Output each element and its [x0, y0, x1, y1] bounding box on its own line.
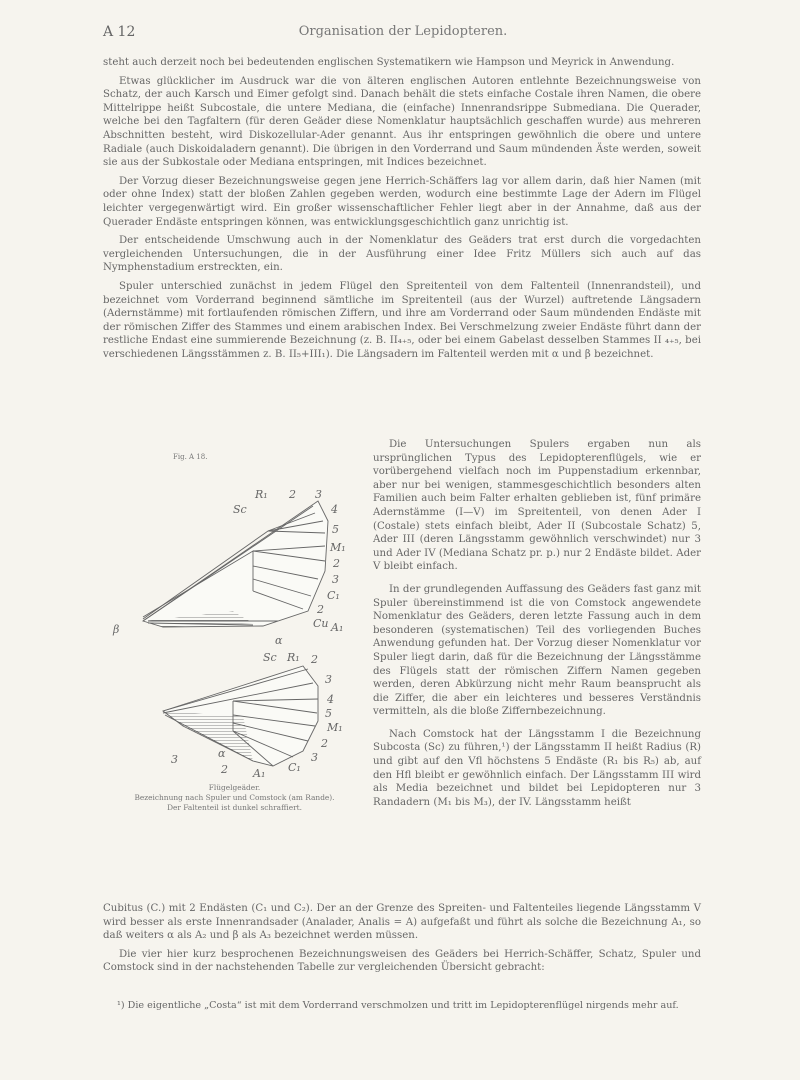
right-column-text [373, 438, 701, 818]
fw-label-sc: Sc [233, 503, 247, 516]
paragraph: Etwas glücklicher im Ausdruck war die von älteren englischen Autoren entlehnte Bezeichnungsweise von Schatz, der auch Karsch und Eimer gefolgt sind. Danach behält die stets einfache Costale ihren Namen, die obere Mittelrippe heißt Subcostale, die untere Mediana, die (einfache) Innenrandsrippe Submediana. Die Querader, welche bei den Tagfaltern (für deren Geäder diese Nomenklatur hauptsächlich geschaffen wurde) aus mehreren Abschnitten besteht, wird Diskozellular-Ader genannt. Aus ihr entspringen gewöhnlich die obere und untere Radiale (auch Diskoidaladern genannt). Die übrigen in den Vorderrand und Saum mündenden Äste werden, soweit sie aus der Subkostale oder Mediana entspringen, mit Indices bezeichnet. [103, 75, 701, 169]
fw-label-beta: β [113, 623, 120, 636]
footnote-text: ¹) Die eigentliche „Costa“ ist mit dem Vorderrand verschmolzen und tritt im Lepidopterenflügel nirgends mehr auf. [117, 1000, 679, 1011]
fw-label-2: 2 [289, 488, 296, 501]
hindwing [163, 666, 318, 766]
main-text [103, 56, 701, 366]
continuation-text [103, 902, 701, 980]
caption-line: Der Faltenteil ist dunkel schraffiert. [167, 803, 302, 812]
fw-label-5: 5 [332, 523, 339, 536]
fw-label-a1: A₁ [331, 621, 344, 634]
fw-label-alpha: α [275, 634, 283, 647]
forewing [143, 501, 328, 627]
fw-label-m3: 3 [332, 573, 339, 586]
figure-label: Fig. A 18. [173, 453, 208, 461]
hw-label-2b: 2 [221, 763, 228, 776]
paragraph: Der entscheidende Umschwung auch in der Nomenklatur des Geäders trat erst durch die vorgedachten vergleichenden Untersuchungen, die in der Ausführung einer Idee Fritz Müllers sich auch auf das Nymphenstadium erstreckten, ein. [103, 235, 701, 274]
paragraph: steht auch derzeit noch bei bedeutenden englischen Systematikern wie Hampson und Meyrick in Anwendung. [103, 57, 675, 68]
hw-label-c1: C₁ [288, 761, 301, 774]
hw-label-3: 3 [325, 673, 332, 686]
paragraph: Der Vorzug dieser Bezeichnungsweise gegen jene Herrich-Schäffers lag vor allem darin, daß hier Namen (mit oder ohne Index) statt der bloßen Zahlen gegeben werden, wodurch eine bestimmte Lage der Adern im Flügel leichter vergegenwärtigt wird. Ein großer wissenschaftlicher Fehler liegt aber in der Annahme, daß aus der Querader Endäste entspringen können, was entwicklungsgeschichtlich ganz unrichtig ist. [103, 175, 701, 228]
hw-label-a1: A₁ [253, 767, 266, 779]
paragraph: In der grundlegenden Auffassung des Geäders fast ganz mit Spuler übereinstimmend ist die von Comstock angewendete Nomenklatur des Geäders, deren letzte Fassung auch in dem besonderen (systematischen) Teil des vorliegenden Buches Anwendung gefunden hat. Der Vorzug dieser Nomenklatur vor Spuler liegt darin, daß für die Bezeichnung der Längsstämme des Flügels statt der römischen Ziffern Namen gegeben werden, deren Abkürzung nicht mehr Raum beansprucht als die Ziffer, die aber ein leichteres und besseres Verständnis vermitteln, als die bloße Ziffernbezeichnung. [373, 583, 701, 718]
figure-caption [103, 783, 366, 813]
hw-label-3b: 3 [171, 753, 178, 766]
hw-label-m1: M₁ [327, 721, 343, 734]
wing-diagram [103, 461, 366, 779]
footnote [103, 1000, 701, 1013]
paragraph: Die Untersuchungen Spulers ergaben nun als ursprünglichen Typus des Lepidopterenflügels, wie er vorübergehend vielfach noch im Puppenstadium erkennbar, aber nur bei wenigen, stammesgeschichtlich besonders alten Familien auch beim Falter erhalten geblieben ist, fünf primäre Adernstämme (I—V) im Spreitenteil, von denen Ader I (Costale) stets einfach bleibt, Ader II (Subcostale Schatz) 5, Ader III (deren Längsstamm gewöhnlich verschwindet) nur 3 und Ader IV (Mediana Schatz pr. p.) nur 2 Endäste bildet. Ader V bleibt einfach. [373, 439, 701, 573]
paragraph: Die vier hier kurz besprochenen Bezeichnungsweisen des Geäders bei Herrich-Schäffer, Schatz, Spuler und Comstock sind in der nachstehenden Tabelle zur vergleichenden Übersicht gebracht: [103, 948, 701, 974]
hw-label-m3: 3 [311, 751, 318, 764]
fw-label-4: 4 [331, 503, 338, 516]
hw-label-sc: Sc [263, 651, 277, 664]
hw-label-4: 4 [327, 693, 334, 706]
fw-label-c2: 2 [317, 603, 324, 616]
wing-venation-figure [103, 453, 366, 823]
hw-label-2: 2 [311, 653, 318, 666]
fw-label-c1: C₁ [327, 589, 340, 602]
fw-label-r1: R₁ [255, 488, 268, 501]
hw-label-m2: 2 [321, 737, 328, 750]
hw-label-alpha: α [218, 747, 226, 760]
paragraph: Cubitus (C.) mit 2 Endästen (C₁ und C₂). Der an der Grenze des Spreiten- und Faltenteiles liegende Längsstamm V wird besser als erste Innenrandsader (Analader, Analis = A) aufgefaßt und führt als solche die Bezeichnung A₁, so daß weiters α als A₂ und β als A₃ bezeichnet werden müssen. [103, 903, 701, 942]
fw-label-3: 3 [315, 488, 322, 501]
paragraph: Nach Comstock hat der Längsstamm I die Bezeichnung Subcosta (Sc) zu führen,¹) der Längsstamm II heißt Radius (R) und gibt auf den Vfl höchstens 5 Endäste (R₁ bis R₅) ab, auf den Hfl bleibt er gewöhnlich einfach. Der Längsstamm III wird als Media bezeichnet und bildet bei Lepidopteren nur 3 Randadern (M₁ bis M₃), der IV. Längsstamm heißt [373, 728, 701, 808]
caption-line: Flügelgeäder. [208, 783, 261, 792]
fw-label-m1: M₁ [330, 541, 346, 554]
caption-line: Bezeichnung nach Spuler und Comstock (am Rande). [134, 793, 335, 802]
running-title: Organisation der Lepidopteren. [298, 24, 508, 39]
fw-label-cu: Cu [313, 617, 329, 630]
running-header [103, 24, 703, 44]
hw-label-r1: R₁ [287, 651, 300, 664]
paragraph: Spuler unterschied zunächst in jedem Flügel den Spreitenteil von dem Faltenteil (Innenrandsteil), und bezeichnet vom Vorderrand beginnend sämtliche im Spreitenteil (aus der Wurzel) auftretende Längsadern (Adernstämme) mit fortlaufenden römischen Ziffern, und ihre am Vorderrand oder Saum mündenden Endäste mit der römischen Ziffer des Stammes und einem arabischen Index. Bei Verschmelzung zweier Endäste führt dann der restliche Endast eine summierende Bezeichnung (z. B. II₄₊₅, oder bei einem Gabelast desselben Stammes II ₄₊₅, bei verschiedenen Längsstämmen z. B. II₅+III₁). Die Längsadern im Faltenteil werden mit α und β bezeichnet. [103, 280, 701, 360]
fw-label-m2: 2 [333, 557, 340, 570]
page-number: A 12 [103, 24, 136, 40]
hw-label-5: 5 [325, 707, 332, 720]
